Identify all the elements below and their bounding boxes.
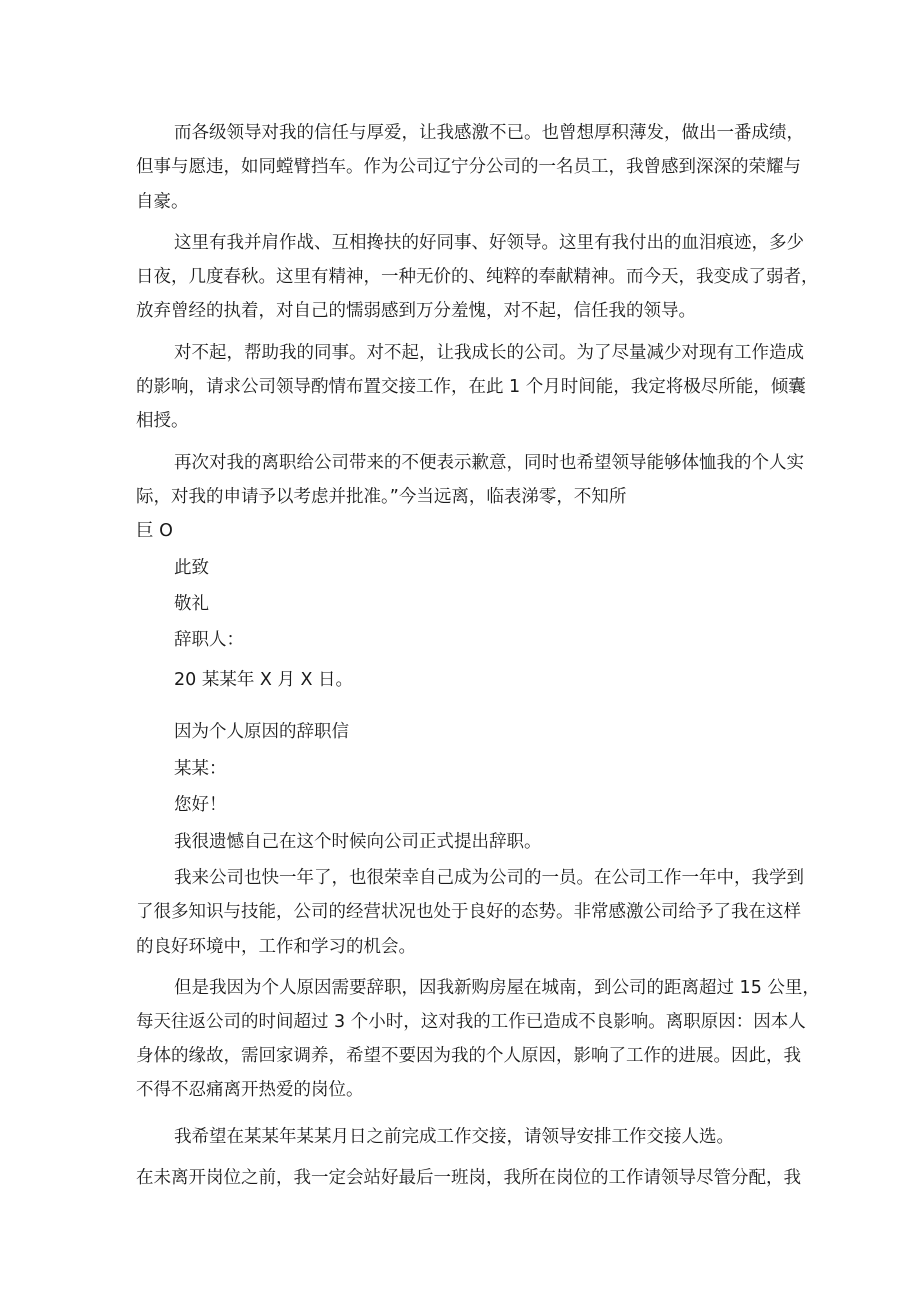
signer-label: 辞职人： bbox=[174, 630, 244, 650]
greeting: 您好！ bbox=[174, 795, 227, 815]
paragraph-line: 我很遗憾自己在这个时候向公司正式提出辞职。 bbox=[174, 832, 542, 852]
paragraph-line: 放弃曾经的执着，对自己的懦弱感到万分羞愧，对不起，信任我的领导。 bbox=[136, 301, 696, 321]
paragraph-line: 而各级领导对我的信任与厚爱，让我感激不已。也曾想厚积薄发，做出一番成绩， bbox=[174, 123, 804, 143]
closing-line: 敬礼 bbox=[174, 594, 209, 614]
paragraph-line: 了很多知识与技能，公司的经营状况也处于良好的态势。非常感激公司给予了我在这样 bbox=[136, 902, 801, 922]
paragraph-line: 但是我因为个人原因需要辞职，因我新购房屋在城南，到公司的距离超过 15 公里， bbox=[174, 978, 820, 998]
paragraph-line: 对不起，帮助我的同事。对不起，让我成长的公司。为了尽量减少对现有工作造成 bbox=[174, 343, 804, 363]
paragraph-line: 不得不忍痛离开热爱的岗位。 bbox=[136, 1080, 364, 1100]
paragraph-line: 自豪。 bbox=[136, 192, 189, 212]
paragraph-line: 在未离开岗位之前，我一定会站好最后一班岗，我所在岗位的工作请领导尽管分配，我 bbox=[136, 1168, 801, 1188]
paragraph-line: 但事与愿违，如同螳臂挡车。作为公司辽宁分公司的一名员工，我曾感到深深的荣耀与 bbox=[136, 157, 801, 177]
paragraph-line: 际，对我的申请予以考虑并批准。”今当远离，临表涕零，不知所 bbox=[136, 487, 627, 507]
paragraph-line: 我希望在某某年某某月日之前完成工作交接，请领导安排工作交接人选。 bbox=[174, 1127, 734, 1147]
paragraph-line: 每天往返公司的时间超过 3 个小时，这对我的工作已造成不良影响。离职原因：因本人 bbox=[136, 1012, 806, 1032]
paragraph-line: 巨 O bbox=[136, 521, 173, 541]
paragraph-line: 的影响，请求公司领导酌情布置交接工作，在此 1 个月时间能，我定将极尽所能，倾囊 bbox=[136, 377, 806, 397]
paragraph-line: 的良好环境中，工作和学习的机会。 bbox=[136, 937, 416, 957]
letter-title: 因为个人原因的辞职信 bbox=[174, 722, 349, 742]
paragraph-line: 身体的缘故，需回家调养，希望不要因为我的个人原因，影响了工作的进展。因此，我 bbox=[136, 1046, 801, 1066]
paragraph-line: 日夜，几度春秋。这里有精神，一种无价的、纯粹的奉献精神。而今天，我变成了弱者， bbox=[136, 267, 819, 287]
paragraph-line: 这里有我并肩作战、互相搀扶的好同事、好领导。这里有我付出的血泪痕迹，多少 bbox=[174, 233, 804, 253]
closing-line: 此致 bbox=[174, 558, 209, 578]
paragraph-line: 相授。 bbox=[136, 411, 189, 431]
paragraph-line: 我来公司也快一年了，也很荣幸自己成为公司的一员。在公司工作一年中，我学到 bbox=[174, 868, 804, 888]
salutation: 某某： bbox=[174, 759, 227, 779]
date-line: 20 某某年 X 月 X 日。 bbox=[174, 670, 354, 690]
paragraph-line: 再次对我的离职给公司带来的不便表示歉意，同时也希望领导能够体恤我的个人实 bbox=[174, 453, 804, 473]
